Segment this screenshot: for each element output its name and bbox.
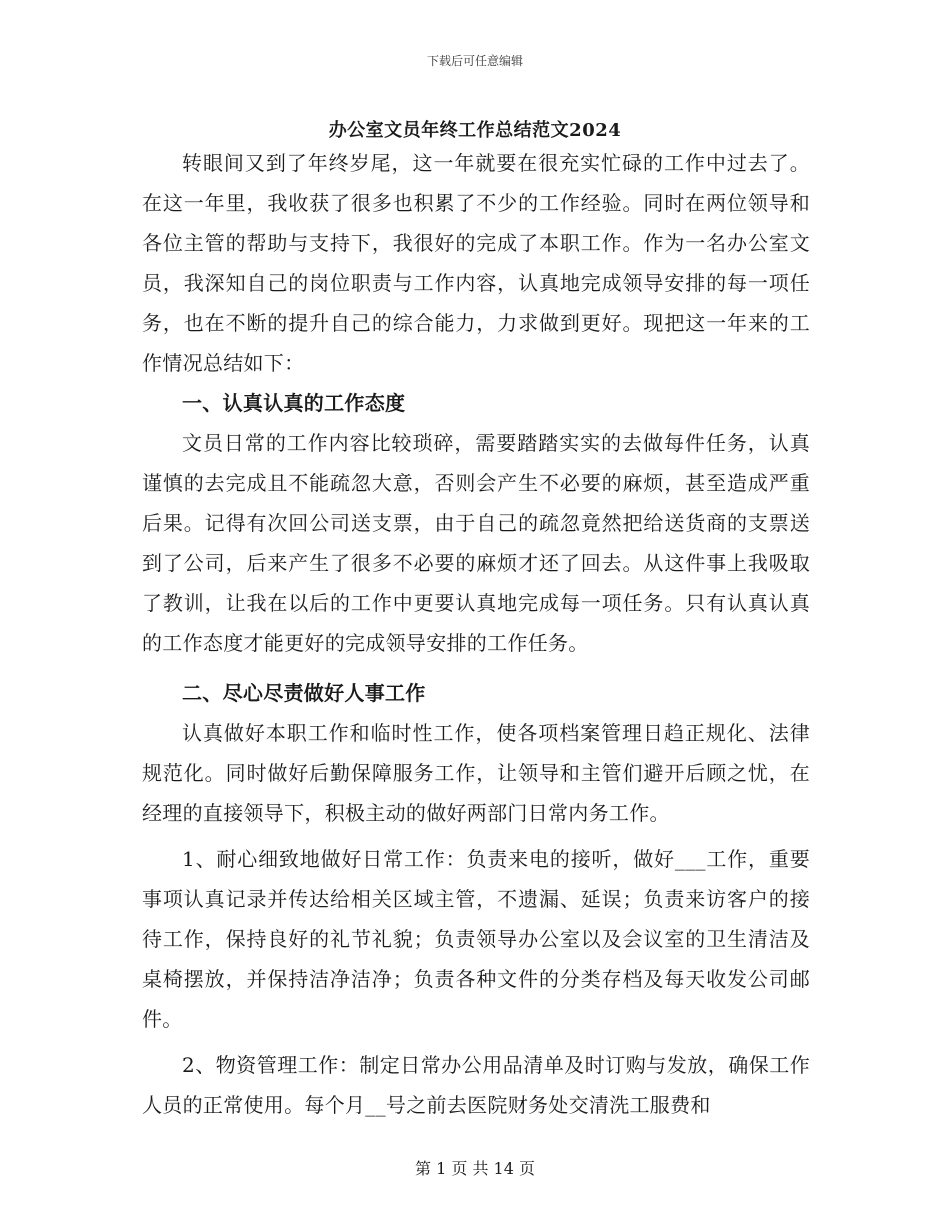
- list-item-2: 2、物资管理工作：制定日常办公用品清单及时订购与发放，确保工作人员的正常使用。每个月__号之前去医院财务处交清洗工服费和: [142, 1053, 810, 1117]
- section-heading-2: 二、尽心尽责做好人事工作: [182, 681, 426, 705]
- intro-paragraph: 转眼间又到了年终岁尾，这一年就要在很充实忙碌的工作中过去了。在这一年里，我收获了很多也积累了不少的工作经验。同时在两位领导和各位主管的帮助与支持下，我很好的完成了本职工作。作为一名办公室文员，我深知自己的岗位职责与工作内容，认真地完成领导安排的每一项任务，也在不断的提升自己的综合能力，力求做到更好。现把这一年来的工作情况总结如下：: [142, 151, 810, 375]
- list-item-1: 1、耐心细致地做好日常工作：负责来电的接听，做好___工作，重要事项认真记录并传达给相关区域主管，不遗漏、延误；负责来访客户的接待工作，保持良好的礼节礼貌；负责领导办公室以及会议室的卫生清洁及桌椅摆放，并保持洁净洁净；负责各种文件的分类存档及每天收发公司邮件。: [142, 847, 810, 1031]
- page-header-note: 下载后可任意编辑: [426, 54, 523, 68]
- page-footer-indicator: 第 1 页 共 14 页: [415, 1159, 535, 1178]
- spacer: [142, 663, 810, 673]
- document-title: 办公室文员年终工作总结范文2024: [328, 120, 622, 141]
- section-1-paragraph: 文员日常的工作内容比较琐碎，需要踏踏实实的去做每件任务，认真谨慎的去完成且不能疏忽大意，否则会产生不必要的麻烦，甚至造成严重后果。记得有次回公司送支票，由于自己的疏忽竟然把给送货商的支票送到了公司，后来产生了很多不必要的麻烦才还了回去。从这件事上我吸取了教训，让我在以后的工作中更要认真地完成每一项任务。只有认真认真的工作态度才能更好的完成领导安排的工作任务。: [142, 431, 810, 655]
- section-heading-1: 一、认真认真的工作态度: [182, 391, 406, 415]
- section-2-paragraph: 认真做好本职工作和临时性工作，使各项档案管理日趋正规化、法律规范化。同时做好后勤保障服务工作，让领导和主管们避开后顾之忧，在经理的直接领导下，积极主动的做好两部门日常内务工作。: [142, 721, 810, 825]
- document-body: [142, 143, 810, 1125]
